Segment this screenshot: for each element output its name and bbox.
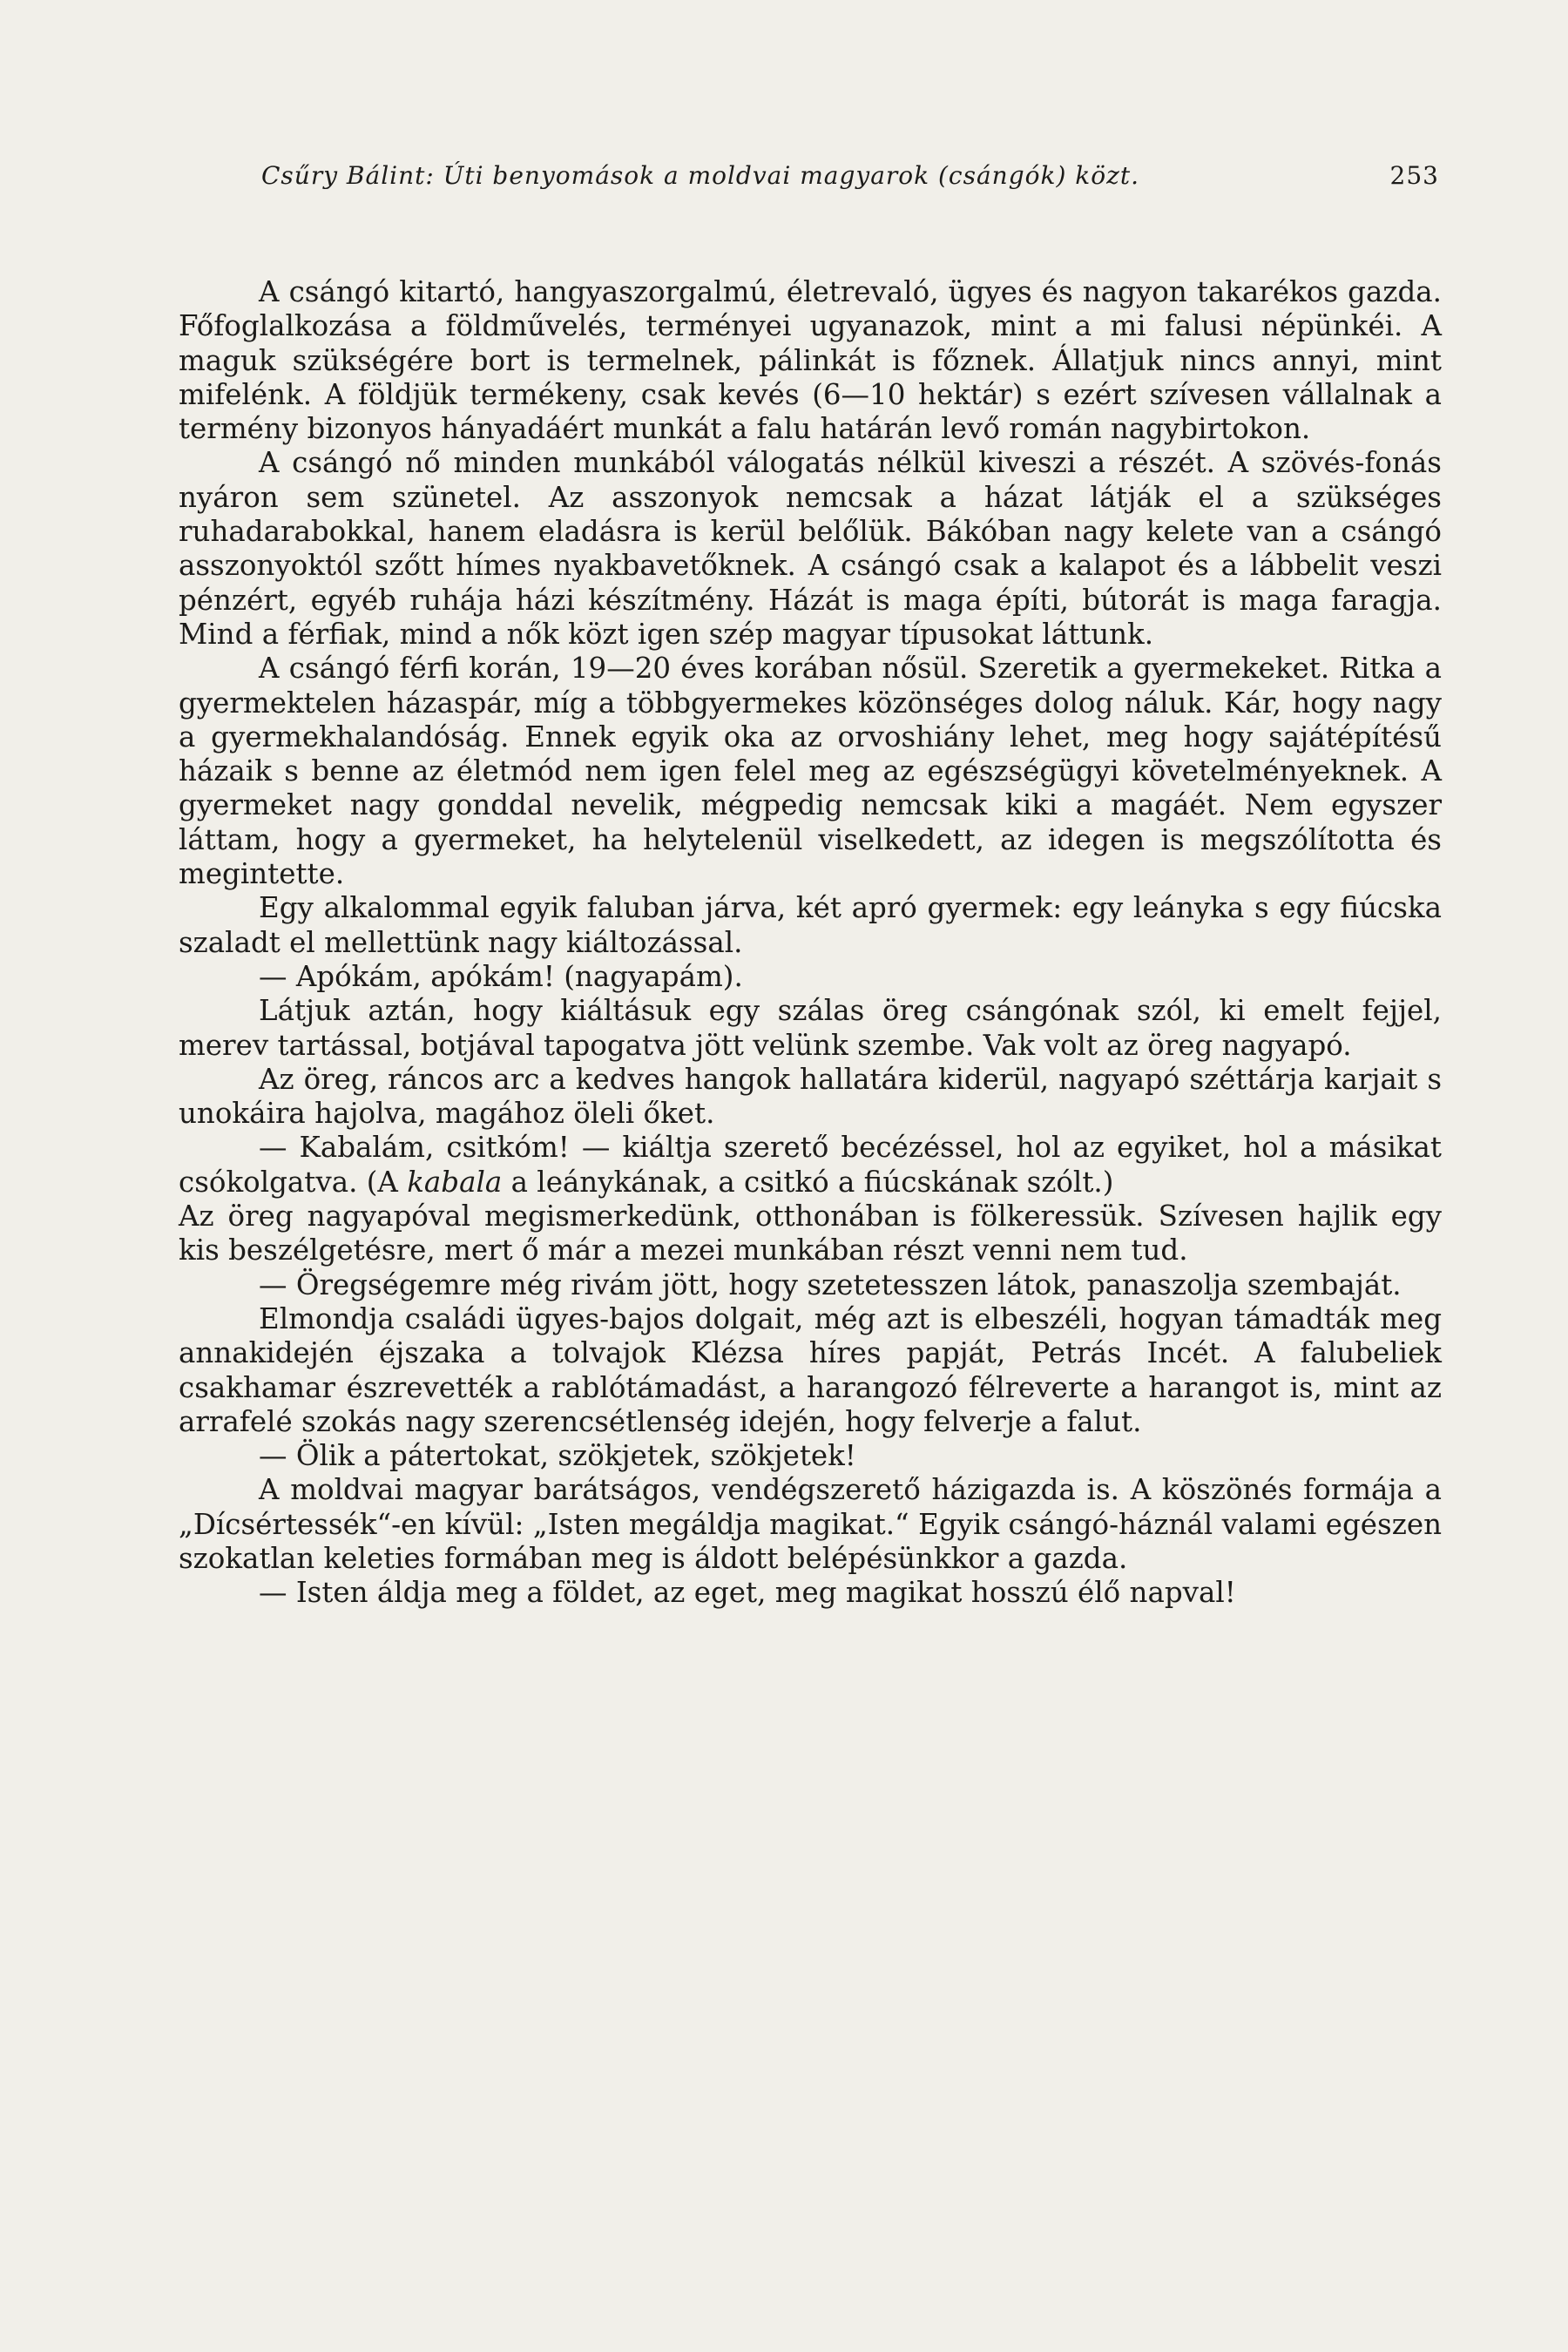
paragraph: Egy alkalommal egyik faluban járva, két apró gyermek: egy leányka s egy fiúcska szaladt el mellettünk nagy kiáltozással. xyxy=(179,891,1442,959)
paragraph: — Isten áldja meg a földet, az eget, meg magikat hosszú élő napval! xyxy=(259,1576,1236,1610)
paragraph-text: a leánykának, a csitkó a fiúcskának szólt.) xyxy=(502,1165,1114,1199)
emphasized-word: kabala xyxy=(407,1165,503,1199)
paragraph: A csángó kitartó, hangyaszorgalmú, életrevaló, ügyes és nagyon takarékos gazda. Főfoglalkozása a földművelés, terményei ugyanazok, mint a mi falusi népünkéi. A maguk szükségére bort is termelnek, pálinkát is főznek. Állatjuk nincs annyi, mint mifelénk. A földjük termékeny, csak kevés (6—10 hektár) s ezért szívesen vállalnak a termény bizonyos hányadáért munkát a falu határán levő román nagybirtokon. xyxy=(179,275,1442,446)
body-text xyxy=(179,275,1442,1611)
paragraph xyxy=(179,1131,1442,1200)
paragraph: A csángó nő minden munkából válogatás nélkül kiveszi a részét. A szövés-fonás nyáron sem szünetel. Az asszonyok nemcsak a házat látják el a szükséges ruhadarabokkal, hanem eladásra is kerül belőlük. Bákóban nagy kelete van a csángó asszonyoktól szőtt hímes nyakbavetőknek. A csángó csak a kalapot és a lábbelit veszi pénzért, egyéb ruhája házi készítmény. Házát is maga építi, bútorát is maga faragja. Mind a férfiak, mind a nők közt igen szép magyar típusokat láttunk. xyxy=(179,446,1442,651)
paragraph: — Ölik a pátertokat, szökjetek, szökjetek! xyxy=(259,1439,856,1473)
paragraph: — Apókám, apókám! (nagyapám). xyxy=(259,959,743,993)
paragraph: Az öreg, ráncos arc a kedves hangok hallatára kiderül, nagyapó széttárja karjait s unokáira hajolva, magához öleli őket. xyxy=(179,1062,1442,1131)
paragraph: Elmondja családi ügyes-bajos dolgait, még azt is elbeszéli, hogyan támadták meg annakidején éjszaka a tolvajok Klézsa híres papját, Petrás Incét. A falubeliek csakhamar észrevették a rablótámadást, a harangozó félreverte a harangot is, mint az arrafelé szokás nagy szerencsétlenség idején, hogy felverje a falut. xyxy=(179,1301,1442,1438)
paragraph: Látjuk aztán, hogy kiáltásuk egy szálas öreg csángónak szól, ki emelt fejjel, merev tartással, botjával tapogatva jött velünk szembe. Vak volt az öreg nagyapó. xyxy=(179,994,1442,1062)
running-head xyxy=(261,154,1490,198)
paragraph: — Öregségemre még rivám jött, hogy szetetesszen látok, panaszolja szembaját. xyxy=(259,1267,1402,1301)
paragraph: A csángó férfi korán, 19—20 éves korában nősül. Szeretik a gyermekeket. Ritka a gyermektelen házaspár, míg a többgyermekes közönséges dolog náluk. Kár, hogy nagy a gyermekhalandóság. Ennek egyik oka az orvoshiány lehet, meg hogy sajátépítésű házaik s benne az életmód nem igen felel meg az egészségügyi követelményeknek. A gyermeket nagy gonddal nevelik, mégpedig nemcsak kiki a magáét. Nem egyszer láttam, hogy a gyermeket, ha helytelenül viselkedett, az idegen is megszólította és megintette. xyxy=(179,652,1442,891)
page-number: 253 xyxy=(1389,161,1439,190)
paragraph: A moldvai magyar barátságos, vendégszerető házigazda is. A köszönés formája a „Dícsértessék“-en kívül: „Isten megáldja magikat.“ Egyik csángó-háznál valami egészen szokatlan keleties formában meg is áldott belépésünkkor a gazda. xyxy=(179,1473,1442,1575)
running-head-title: Csűry Bálint: Úti benyomások a moldvai magyarok (csángók) közt. xyxy=(261,161,1140,190)
paragraph-text: — Kabalám, csitkóm! — kiáltja szerető becézéssel, hol az egyiket, hol a másikat csókolgatva. (A xyxy=(179,1131,1442,1199)
paragraph: Az öreg nagyapóval megismerkedünk, otthonában is fölkeressük. Szívesen hajlik egy kis beszélgetésre, mert ő már a mezei munkában részt venni nem tud. xyxy=(179,1200,1442,1267)
